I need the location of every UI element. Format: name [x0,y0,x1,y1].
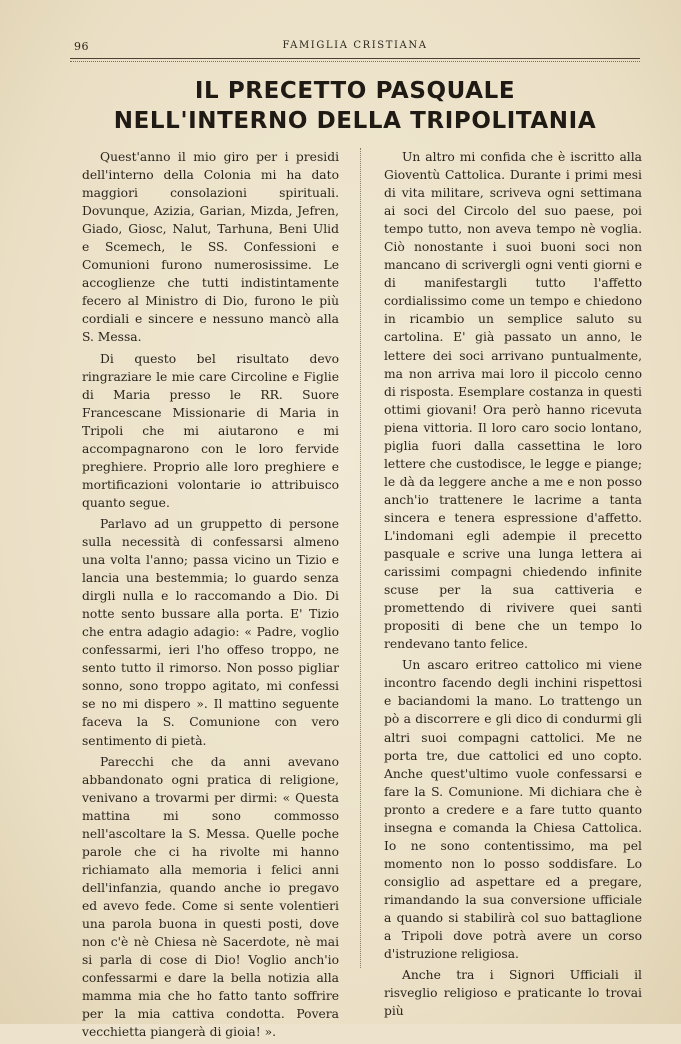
paragraph: Di questo bel risultato devo ringraziare le mie care Circoline e Figlie di Maria presso le RR. Suore Francescane Missionarie di Maria in Tripoli che mi aiutarono e mi accompagnarono con le loro fervide preghiere. Proprio alle loro preghiere e mortificazioni volontarie io attribuisco quanto segue. [82,351,339,510]
right-column [384,148,642,1023]
header-rule [70,58,640,59]
page-number: 96 [74,40,89,53]
paragraph: Parecchi che da anni avevano abbandonato ogni pratica di religione, venivano a trovarmi per dirmi: « Questa mattina mi sono commosso nell'ascoltare la S. Messa. Quelle poche parole che ci ha rivolte mi hanno richiamato alla memoria i felici anni dell'infanzia, quando anche io pregavo ed avevo fede. Come si sente volentieri una parola buona in questi posti, dove non c'è nè Chiesa nè Sacerdote, nè mai si parla di cose di Dio! Voglio anch'io confessarmi e dare la bella notizia alla mamma mia che ho fatto tanto soffrire per la mia cattiva condotta. Povera vecchietta piangerà di gioia! ». [82,754,339,1040]
column-divider [360,148,361,968]
title-line-1: IL PRECETTO PASQUALE [194,78,516,104]
paragraph: Un altro mi confida che è iscritto alla Gioventù Cattolica. Durante i primi mesi di vita militare, scriveva ogni settimana ai soci del Circolo del suo paese, poi tempo tutto, non aveva tempo nè voglia. Ciò nonostante i suoi buoni soci non mancano di scrivergli ogni venti giorni e di manifestargli tutto l'affetto cordialissimo come un tempo e chiedono in ricambio un semplice saluto su cartolina. E' già passato un anno, le lettere dei soci arrivano puntualmente, ma non arriva mai loro il piccolo cenno di risposta. Esemplare costanza in questi ottimi giovani! Ora però hanno ricevuta piena vittoria. Il loro caro socio lontano, piglia fuori dalla cassettina le loro lettere che custodisce, le legge e piange; le dà da leggere anche a me e non posso anch'io trattenere le lacrime a tanta sincera e tenera espressione d'affetto. L'indomani egli adempie il precetto pasquale e scrive una lunga lettera ai carissimi compagni chiedendo infinite scuse per la sua cattiveria e promettendo di rivivere quei santi propositi di bene che un tempo lo rendevano tanto felice. [384,150,642,652]
paragraph: Un ascaro eritreo cattolico mi viene incontro facendo degli inchini rispettosi e baciandomi la mano. Lo trattengo un pò a discorrere e gli dico di condurmi gli altri suoi compagni cattolici. Me ne porta tre, due cattolici ed uno copto. Anche quest'ultimo vuole confessarsi e fare la S. Comunione. Mi dichiara che è pronto a credere e a fare tutto quanto insegna e comanda la Chiesa Cattolica. Io ne sono contentissimo, ma pel momento non lo posso soddisfare. Lo consiglio ad aspettare ed a pregare, rimandando la sua conversione ufficiale a quando si stabilirà col suo battaglione a Tripoli dove potrà avere un corso d'istruzione religiosa. [384,658,642,962]
left-column [82,148,339,1044]
title-line-2: NELL'INTERNO DELLA TRIPOLITANIA [113,108,597,134]
header-rule-dotted [70,61,640,62]
article-title [70,76,640,136]
paragraph: Quest'anno il mio giro per i presidi dell'interno della Colonia mi ha dato maggiori consolazioni spirituali. Dovunque, Azizia, Garian, Mizda, Jefren, Giado, Giosc, Nalut, Tarhuna, Beni Ulid e Scemech, le SS. Confessioni e Comunioni furono numerosissime. Le accoglienze che tutti indistintamente fecero al Ministro di Dio, furono le più cordiali e sincere e nessuno mancò alla S. Messa. [82,150,339,345]
paragraph: Parlavo ad un gruppetto di persone sulla necessità di confessarsi almeno una volta l'anno; passa vicino un Tizio e lancia una bestemmia; lo guardo senza dirgli nulla e lo raccomando a Dio. Di notte sento bussare alla porta. E' Tizio che entra adagio adagio: « Padre, voglio confessarmi, ieri l'ho offeso troppo, ne sento tutto il rimorso. Non posso pigliar sonno, sono troppo agitato, mi confessi se no mi dispero ». Il mattino seguente faceva la S. Comunione con vero sentimento di pietà. [82,516,339,748]
journal-name: FAMIGLIA CRISTIANA [282,40,428,51]
paragraph: Anche tra i Signori Ufficiali il risveglio religioso e praticante lo trovai più [384,968,642,1019]
running-head [70,40,640,56]
